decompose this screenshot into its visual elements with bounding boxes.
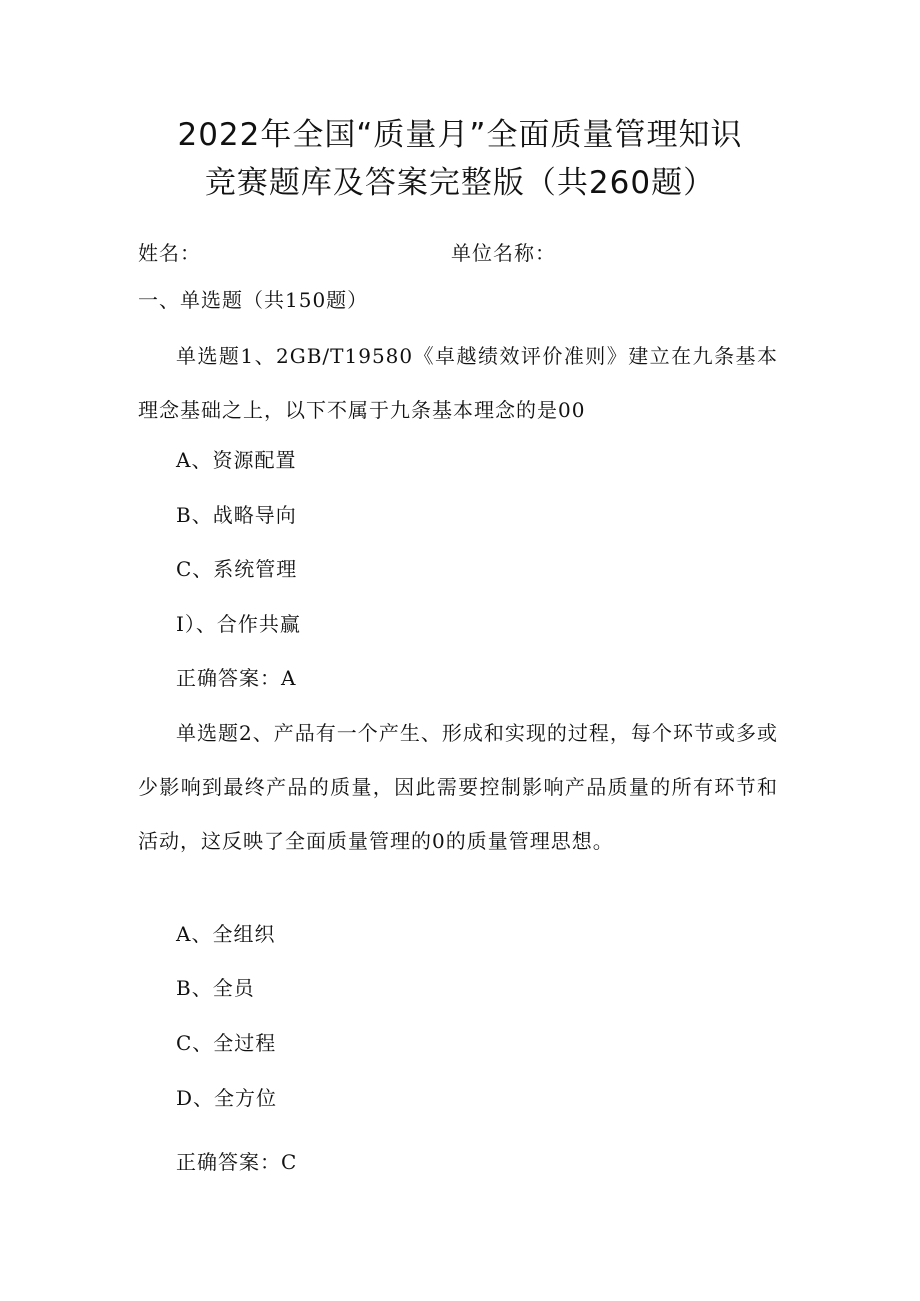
question-2-answer: 正确答案：C	[176, 1150, 298, 1174]
question-1-stem: 单选题1、2GB/T19580《卓越绩效评价准则》建立在九条基本理念基础之上，以下不属于九条基本理念的是00	[138, 344, 778, 422]
section-heading: 一、单选题（共150题）	[138, 288, 369, 312]
question-1-option-c: C、系统管理	[176, 557, 298, 581]
question-1-answer: 正确答案：A	[176, 666, 297, 690]
question-2-option-d: D、全方位	[176, 1086, 278, 1110]
unit-name-label: 单位名称：	[451, 241, 556, 265]
document-title-line2: 竞赛题库及答案完整版（共260题）	[204, 165, 716, 201]
question-1-option-a: A、资源配置	[176, 448, 297, 472]
question-1-option-b: B、战略导向	[176, 503, 297, 527]
name-label: 姓名：	[138, 241, 201, 265]
question-2-stem: 单选题2、产品有一个产生、形成和实现的过程，每个环节或多或少影响到最终产品的质量，因此需要控制影响产品质量的所有环节和活动，这反映了全面质量管理的0的质量管理思想。	[138, 721, 778, 853]
question-1-option-d: I）、合作共赢	[176, 612, 301, 636]
question-2-option-c: C、全过程	[176, 1031, 277, 1055]
question-2-option-b: B、全员	[176, 976, 255, 1000]
question-2-option-a: A、全组织	[176, 922, 276, 946]
document-title-line1: 2022年全国“质量月”全面质量管理知识	[177, 117, 743, 153]
